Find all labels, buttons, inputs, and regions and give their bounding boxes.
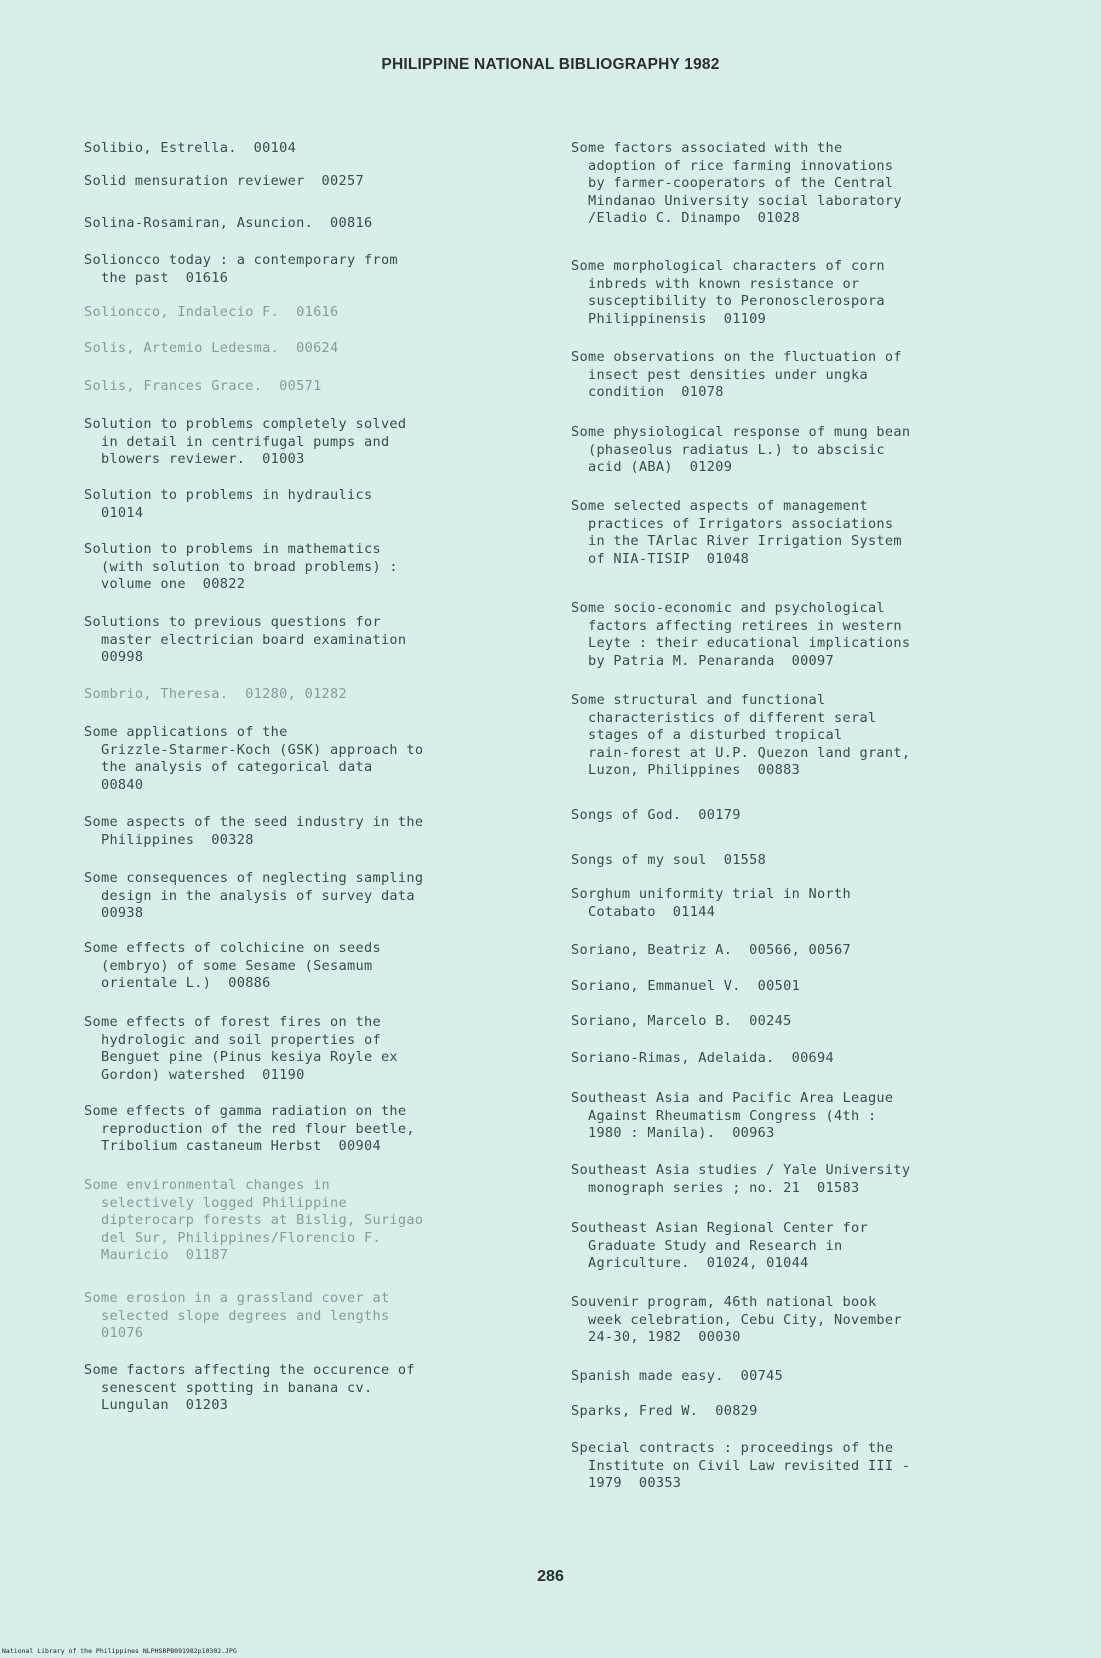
entry: Some observations on the fluctuation of insect pest densities under ungka condition 01078 xyxy=(571,349,902,400)
entry: Some aspects of the seed industry in the Philippines 00328 xyxy=(84,814,424,848)
entry: Solibio, Estrella. 00104 xyxy=(84,140,297,156)
entry: Some structural and functional characteristics of different seral stages of a disturbed tropical rain-forest at U.P. Quezon land grant, Luzon, Philippines 00883 xyxy=(571,692,911,778)
entry: Songs of God. 00179 xyxy=(571,807,741,823)
entry: Spanish made easy. 00745 xyxy=(571,1368,784,1384)
entry: Some socio-economic and psychological factors affecting retirees in western Leyte : their educational implications by Patria M. Penaranda 00097 xyxy=(571,600,911,669)
entry: Solioncco, Indalecio F. 01616 xyxy=(84,304,339,320)
entry: Some factors affecting the occurence of senescent spotting in banana cv. Lungulan 01203 xyxy=(84,1362,415,1413)
entry: Southeast Asia and Pacific Area League Against Rheumatism Congress (4th : 1980 : Manila). 00963 xyxy=(571,1090,894,1141)
entry: Some effects of gamma radiation on the reproduction of the red flour beetle, Tribolium castaneum Herbst 00904 xyxy=(84,1103,415,1154)
entry: Solis, Artemio Ledesma. 00624 xyxy=(84,340,339,356)
entry: Soriano-Rimas, Adelaida. 00694 xyxy=(571,1050,835,1066)
entry: Some physiological response of mung bean (phaseolus radiatus L.) to abscisic acid (ABA) 01209 xyxy=(571,424,911,475)
entry: Some selected aspects of management practices of Irrigators associations in the TArlac River Irrigation System of NIA-TISIP 01048 xyxy=(571,498,902,567)
entry: Solis, Frances Grace. 00571 xyxy=(84,378,322,394)
entry: Solioncco today : a contemporary from the past 01616 xyxy=(84,252,398,286)
entry: Southeast Asian Regional Center for Graduate Study and Research in Agriculture. 01024, 01044 xyxy=(571,1220,868,1271)
entry: Souvenir program, 46th national book week celebration, Cebu City, November 24-30, 1982 00030 xyxy=(571,1294,902,1345)
entry: Some effects of colchicine on seeds (embryo) of some Sesame (Sesamum orientale L.) 00886 xyxy=(84,940,381,991)
entry: Songs of my soul 01558 xyxy=(571,852,767,868)
entry: Some environmental changes in selectively logged Philippine dipterocarp forests at Bislig, Surigao del Sur, Philippines/Florencio F. Mauricio 01187 xyxy=(84,1177,424,1263)
entry: Sparks, Fred W. 00829 xyxy=(571,1403,758,1419)
entry: Some consequences of neglecting sampling design in the analysis of survey data 00938 xyxy=(84,870,424,921)
entry: Some morphological characters of corn inbreds with known resistance or susceptibility to Peronosclerospora Philippinensis 01109 xyxy=(571,258,885,327)
entry: Some erosion in a grassland cover at selected slope degrees and lengths 01076 xyxy=(84,1290,390,1341)
page-title: PHILIPPINE NATIONAL BIBLIOGRAPHY 1982 xyxy=(381,56,720,73)
entry: Solutions to previous questions for master electrician board examination 00998 xyxy=(84,614,407,665)
entry: Southeast Asia studies / Yale University monograph series ; no. 21 01583 xyxy=(571,1162,911,1196)
entry: Some effects of forest fires on the hydrologic and soil properties of Benguet pine (Pinus kesiya Royle ex Gordon) watershed 01190 xyxy=(84,1014,398,1083)
entry: Solution to problems in hydraulics 01014 xyxy=(84,487,373,521)
entry: Some factors associated with the adoption of rice farming innovations by farmer-cooperators of the Central Mindanao University social laboratory /Eladio C. Dinampo 01028 xyxy=(571,140,902,226)
entry: Special contracts : proceedings of the Institute on Civil Law revisited III - 1979 00353 xyxy=(571,1440,911,1491)
entry: Solution to problems completely solved in detail in centrifugal pumps and blowers reviewer. 01003 xyxy=(84,416,407,467)
scan-credit: National Library of the Philippines NLPHSRPB091982p10302.JPG xyxy=(2,1647,237,1655)
entry: Some applications of the Grizzle-Starmer-Koch (GSK) approach to the analysis of categorical data 00840 xyxy=(84,724,424,793)
entry: Soriano, Beatriz A. 00566, 00567 xyxy=(571,942,851,958)
page-number: 286 xyxy=(537,1568,564,1585)
entry: Soriano, Emmanuel V. 00501 xyxy=(571,978,801,994)
entry: Solution to problems in mathematics (with solution to broad problems) : volume one 00822 xyxy=(84,541,398,592)
entry: Solid mensuration reviewer 00257 xyxy=(84,173,364,189)
entry: Solina-Rosamiran, Asuncion. 00816 xyxy=(84,215,373,231)
entry: Soriano, Marcelo B. 00245 xyxy=(571,1013,792,1029)
entry: Sorghum uniformity trial in North Cotabato 01144 xyxy=(571,886,851,920)
entry: Sombrio, Theresa. 01280, 01282 xyxy=(84,686,348,702)
